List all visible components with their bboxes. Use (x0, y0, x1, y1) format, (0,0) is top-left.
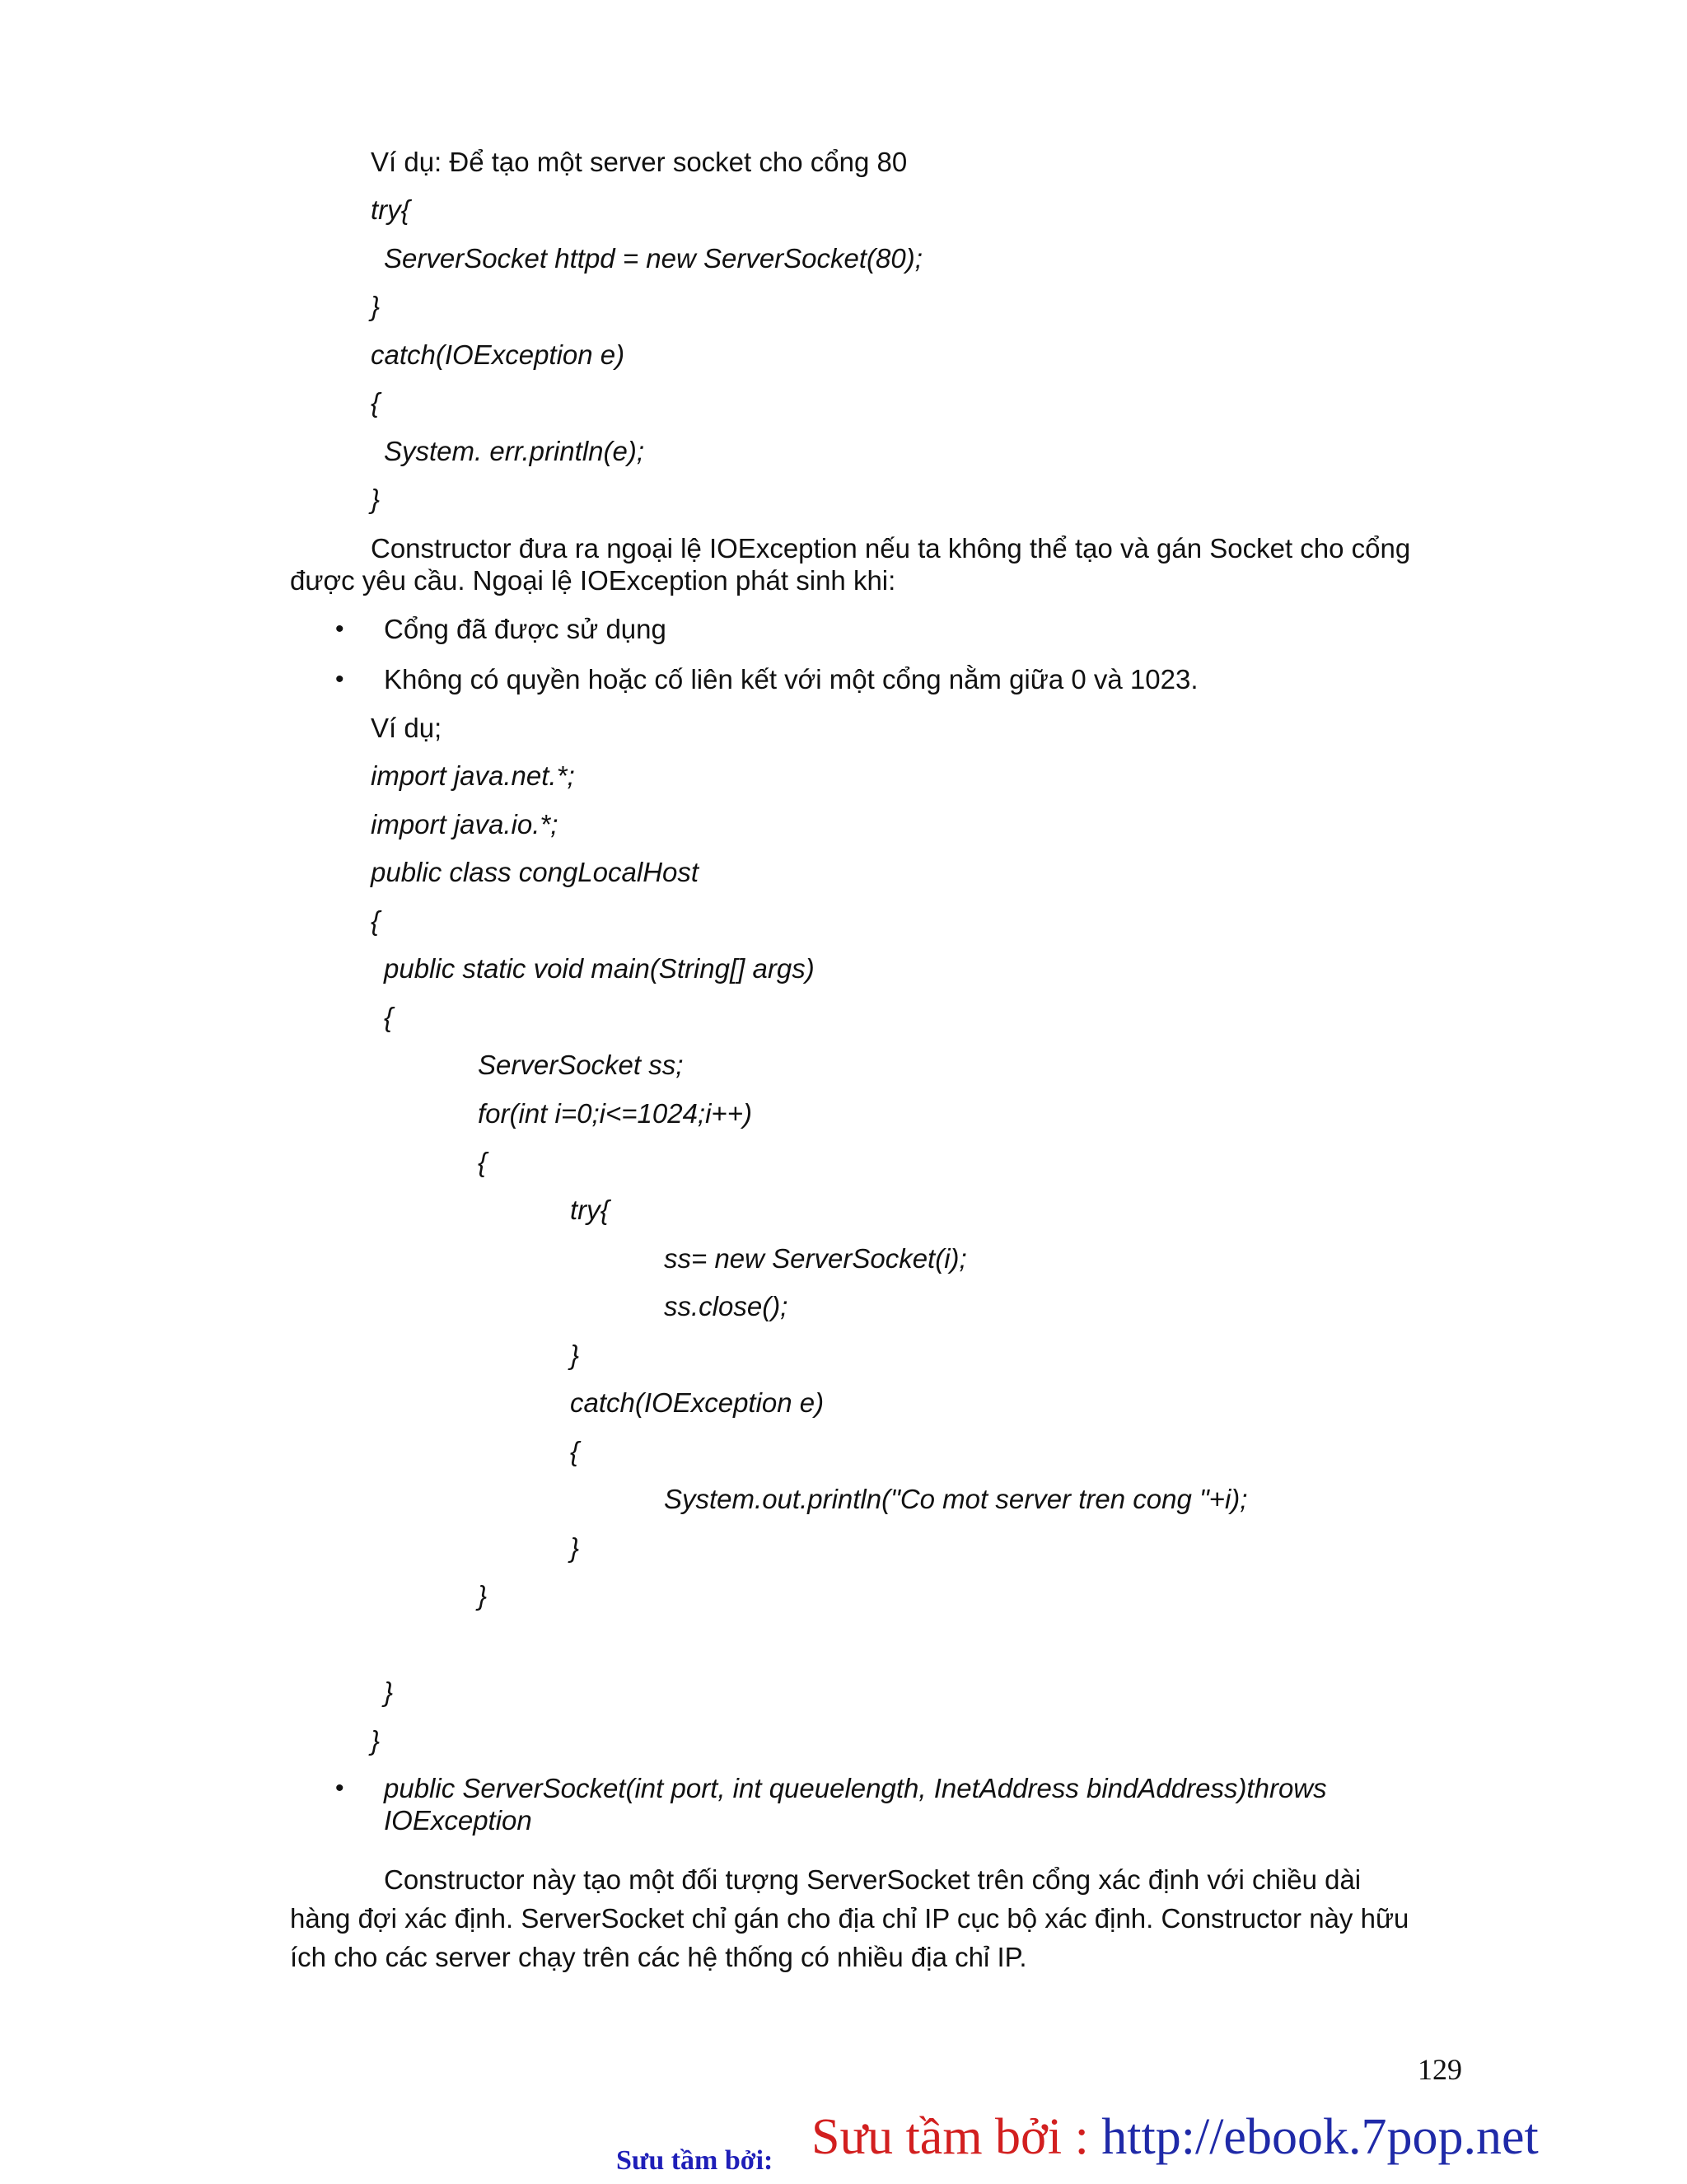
text-line: Không có quyền hoặc cố liên kết với một cổng nằm giữa 0 và 1023. (384, 664, 1199, 694)
text-line: Cổng đã được sử dụng (384, 614, 666, 644)
code-line: public ServerSocket(int port, int queuelength, InetAddress bindAddress)throws (384, 1773, 1327, 1803)
code-line: public class congLocalHost (371, 857, 699, 887)
code-line: } (478, 1580, 488, 1611)
text-line: hàng đợi xác định. ServerSocket chỉ gán cho địa chỉ IP cục bộ xác định. Constructor này hữu (290, 1903, 1409, 1934)
code-line: ss.close(); (664, 1291, 788, 1321)
code-line: for(int i=0;i<=1024;i++) (478, 1098, 752, 1129)
code-line: } (371, 291, 381, 321)
text-line: Ví dụ: Để tạo một server socket cho cổng 80 (371, 147, 908, 177)
code-line: try{ (371, 194, 410, 225)
code-line: ServerSocket httpd = new ServerSocket(80); (384, 243, 923, 274)
text-line: Ví dụ; (371, 713, 442, 743)
code-line: catch(IOException e) (371, 339, 625, 370)
text-line: Constructor này tạo một đối tượng ServerSocket trên cổng xác định với chiều dài (384, 1864, 1362, 1895)
watermark-logo (811, 2107, 1539, 2167)
watermark-label: Sưu tầm bởi: (616, 2145, 773, 2176)
code-line: } (570, 1532, 580, 1563)
page-number: 129 (1418, 2053, 1462, 2086)
text-line: được yêu cầu. Ngoại lệ IOException phát sinh khi: (290, 565, 896, 596)
code-line: System.out.println("Co mot server tren cong "+i); (664, 1484, 1248, 1514)
code-line: import java.io.*; (371, 809, 558, 839)
text-line: ích cho các server chạy trên các hệ thống có nhiều địa chỉ IP. (290, 1942, 1027, 1972)
code-line: import java.net.*; (371, 760, 575, 791)
code-line: { (570, 1436, 580, 1466)
code-line: } (384, 1677, 394, 1707)
code-line: { (478, 1147, 488, 1177)
watermark-logo-prefix: Sưu tầm bởi : (811, 2109, 1102, 2165)
code-line: IOException (384, 1805, 532, 1836)
code-line: } (371, 1725, 381, 1756)
bullet-marker: • (335, 1775, 344, 1802)
bullet-marker: • (335, 666, 344, 693)
text-line: Constructor đưa ra ngoại lệ IOException nếu ta không thể tạo và gán Socket cho cổng (371, 533, 1411, 564)
watermark-logo-url: http://ebook.7pop.net (1101, 2109, 1539, 2165)
code-line: } (371, 484, 381, 514)
code-line: { (371, 387, 381, 418)
code-line: System. err.println(e); (384, 436, 645, 466)
code-line: try{ (570, 1195, 610, 1225)
code-line: { (371, 905, 381, 936)
bullet-marker: • (335, 615, 344, 643)
code-line: public static void main(String[] args) (384, 953, 815, 984)
code-line: { (384, 1002, 394, 1032)
code-line: catch(IOException e) (570, 1387, 825, 1418)
code-line: ss= new ServerSocket(i); (664, 1243, 967, 1274)
code-line: ServerSocket ss; (478, 1050, 684, 1080)
code-line: } (570, 1340, 580, 1370)
